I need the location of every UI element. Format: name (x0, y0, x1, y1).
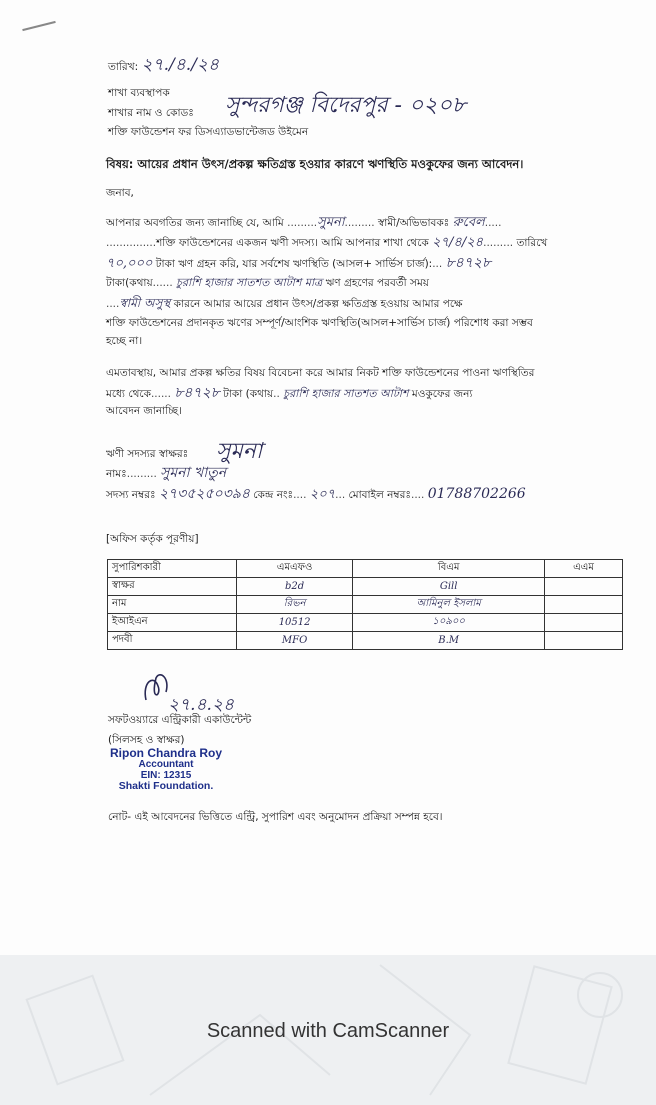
date-label: তারিখ: (108, 61, 139, 73)
table-cell: সুপারিশকারী (108, 560, 237, 578)
table-row (108, 614, 623, 632)
table-cell: ইআইএন (108, 614, 237, 632)
loan-amount: ৭০,০০০ (106, 256, 153, 271)
husband-label: স্বামী/অভিভাবকঃ (377, 217, 450, 229)
table-cell (545, 578, 623, 596)
stamp-org: Shakti Foundation. (118, 780, 214, 792)
member-no-label: সদস্য নম্বরঃ (106, 489, 156, 501)
member-name-line: নামঃ......... সুমনা খাতুন (106, 465, 227, 481)
scan-mark (22, 21, 55, 31)
table-cell (545, 632, 623, 650)
accountant-stamp (110, 748, 222, 792)
foundation-name: শক্তি ফাউন্ডেশন ফর ডিসএ্যাডভান্টেজড উইমেন (108, 126, 309, 138)
scanner-footer (0, 955, 656, 1105)
p2-text3: মওকুফের জন্য (411, 388, 473, 400)
table-cell: এমএফও (237, 560, 353, 578)
p2-text: মধ্যে থেকে (106, 388, 151, 400)
balance-amount: ৮৪৭২৮ (445, 255, 492, 271)
branch-value: সুন্দরগঞ্জ বিদেরপুর - ০২০৮ (225, 93, 467, 118)
table-row (108, 596, 623, 614)
member-no: ২৭৩৫২৫০৩৯৪ (158, 486, 250, 502)
table-cell: রিভন (237, 596, 353, 614)
p1-line3: ৭০,০০০ টাকা ঋণ গ্রহন করি, যার সর্বশেষ ঋণস্থিতি (আসল+ সার্ভিস চার্জ):... ৮৪৭২৮ (106, 255, 492, 271)
member-signature: সুমনা (216, 439, 263, 464)
p1-line4: টাকা(কথায়...... চুরাশি হাজার সাতশত আটাশ মাত্র ঋণ গ্রহণের পরবর্তী সময় (106, 276, 429, 289)
p1-text5: টাকা(কথায় (106, 277, 153, 289)
reason: স্বামী অসুস্থ (119, 296, 171, 310)
member-signature-label: ঋণী সদস্যর স্বাক্ষরঃ (106, 448, 189, 460)
p2-text2: টাকা (কথায় (223, 388, 274, 400)
table-cell: b2d (237, 578, 353, 596)
p1-text2: শক্তি ফাউন্ডেশনের একজন ঋণী সদস্য। আমি আপনার শাখা থেকে (156, 237, 429, 249)
stamp-title: Accountant (138, 759, 194, 770)
approval-table (107, 559, 623, 650)
table-cell: নাম (108, 596, 237, 614)
center-no: ২০৭ (309, 487, 336, 502)
p1-line1: আপনার অবগতির জন্য জানাচ্ছি যে, আমি .........সুমনা......... স্বামী/অভিভাবকঃ রুবেল..... (106, 215, 502, 230)
p2-line3: আবেদন জানাচ্ছি। (106, 405, 182, 417)
p2-line1: এমতাবস্থায়, আমার প্রকল্প ক্ষতির বিষয় বিবেচনা করে আমার নিকট শক্তি ফাউন্ডেশনের পাওনা ঋণস্থিতির (106, 367, 535, 379)
table-row (108, 632, 623, 650)
table-cell: পদবী (108, 632, 237, 650)
date-value: ২৭./৪./২৪ (141, 55, 219, 75)
loan-date: ২৭/৪/২৪ (432, 235, 484, 250)
mobile-number: 01788702266 (427, 486, 526, 502)
husband-name: রুবেল (452, 215, 485, 230)
accountant-role: সফটওয়্যারে এন্ট্রিকারী একাউন্টেন্ট (108, 714, 252, 726)
table-row (108, 560, 623, 578)
table-cell: ১০৯০০ (353, 614, 545, 632)
seal-note: (সিলসহ ও স্বাক্ষর) (108, 734, 185, 746)
table-cell: স্বাক্ষর (108, 578, 237, 596)
subject-line: বিষয়: আয়ের প্রধান উৎস/প্রকল্প ক্ষতিগ্রস্ত হওয়ার কারণে ঋণস্থিতি মওকুফের জন্য আবেদন। (106, 157, 524, 171)
office-fill-label: [অফিস কর্তৃক পূরণীয়] (106, 533, 199, 545)
table-cell: এএম (545, 560, 623, 578)
table-cell (545, 596, 623, 614)
member-number-line: সদস্য নম্বরঃ ২৭৩৫২৫০৩৯৪ কেন্দ্র নংঃ.... ২০৭... মোবাইল নম্বরঃ.... 01788702266 (106, 486, 526, 502)
table-cell (545, 614, 623, 632)
date-line (108, 55, 219, 75)
manager-label: শাখা ব্যবস্থাপক (108, 87, 170, 99)
waiver-amount: ৮৪৭২৮ (174, 385, 220, 401)
table-cell: B.M (353, 632, 545, 650)
p1-text: আপনার অবগতির জন্য জানাচ্ছি যে, আমি (106, 217, 284, 229)
stamp-name: Ripon Chandra Roy (110, 746, 223, 760)
note: নোট- এই আবেদনের ভিত্তিতে এন্ট্রি, সুপারিশ এবং অনুমোদন প্রক্রিয়া সম্পন্ন হবে। (108, 811, 443, 823)
p2-line2: মধ্যে থেকে...... ৮৪৭২৮ টাকা (কথায়.. চুরাশি হাজার সাতশত আটাশ মওকুফের জন্য (106, 385, 473, 401)
p1-text6: ঋণ গ্রহণের পরবর্তী সময় (325, 277, 429, 289)
center-label: কেন্দ্র নংঃ (253, 489, 294, 501)
table-cell: বিএম (353, 560, 545, 578)
balance-words: চুরাশি হাজার সাতশত আটাশ মাত্র (176, 276, 323, 289)
table-cell: MFO (237, 632, 353, 650)
table-cell: 10512 (237, 614, 353, 632)
mobile-label: মোবাইল নম্বরঃ (348, 489, 411, 501)
name-label: নামঃ (106, 468, 127, 480)
member-name: সুমনা খাতুন (160, 465, 227, 481)
footer-label: Scanned with CamScanner (206, 1020, 450, 1042)
table-row (108, 578, 623, 596)
branch-label: শাখার নাম ও কোডঃ (108, 107, 194, 119)
p1-line5: ....স্বামী অসুস্থ কারনে আমার আয়ের প্রধান উৎস/প্রকল্প ক্ষতিগ্রস্ত হওয়ায় আমার পক্ষে (106, 296, 463, 310)
waiver-words: চুরাশি হাজার সাতশত আটাশ (283, 387, 409, 400)
stamp-ein: EIN: 12315 (140, 770, 192, 781)
p1-text7: কারনে আমার আয়ের প্রধান উৎস/প্রকল্প ক্ষতিগ্রস্ত হওয়ায় আমার পক্ষে (173, 298, 463, 310)
p1-line6: শক্তি ফাউন্ডেশনের প্রদানকৃত ঋণের সম্পূর্ণ/আংশিক ঋণস্থিতি(আসল+সার্ভিস চার্জ) পরিশোধ করা সম্ভব (106, 317, 533, 329)
p1-text4: টাকা ঋণ গ্রহন করি, যার সর্বশেষ ঋণস্থিতি (আসল+ সার্ভিস চার্জ): (155, 258, 433, 270)
accountant-date: ২৭.৪.২৪ (168, 695, 235, 715)
salutation: জনাব, (106, 187, 134, 199)
table-cell: Gill (353, 578, 545, 596)
table-cell: আমিনুল ইসলাম (353, 596, 545, 614)
p1-text3: তারিখে (516, 237, 548, 249)
p1-line2: ...............শক্তি ফাউন্ডেশনের একজন ঋণী সদস্য। আমি আপনার শাখা থেকে ২৭/৪/২৪......... তারিখে (106, 235, 548, 250)
applicant-name: সুমনা (317, 215, 345, 230)
p1-line7: হচ্ছে না। (106, 335, 143, 347)
